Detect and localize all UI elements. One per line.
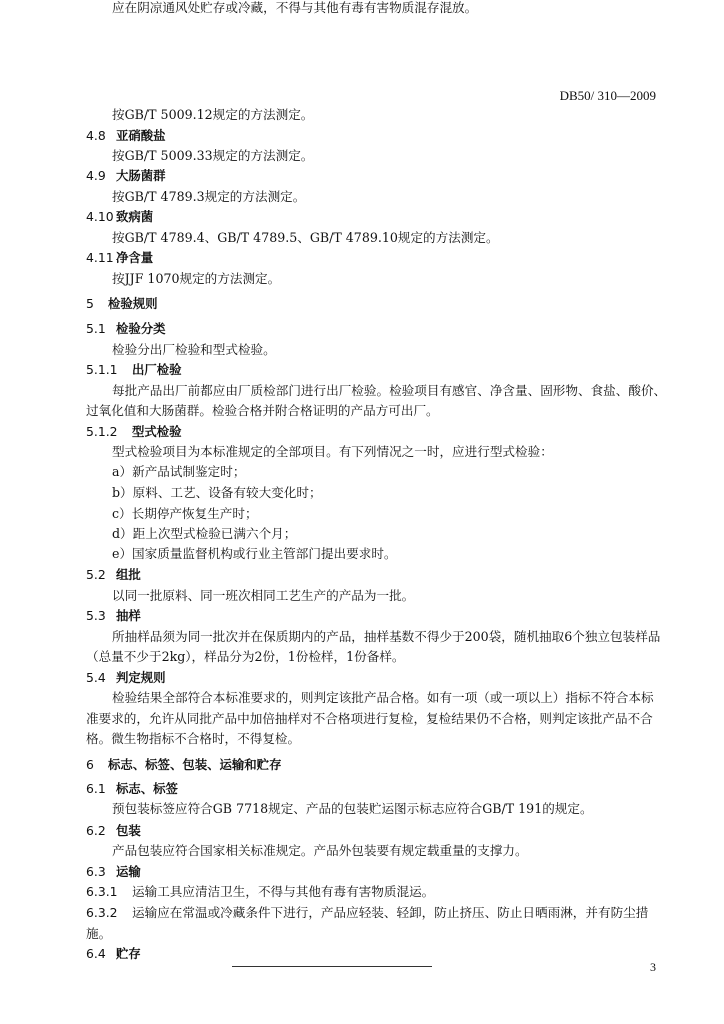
heading-number: 5.2: [86, 567, 106, 582]
heading-number: 6.3: [86, 864, 106, 879]
numbered-clause: [86, 884, 656, 900]
body-text-line: 检验结果全部符合本标准要求的，则判定该批产品合格。如有一项（或一项以上）指标不符合本标: [112, 690, 654, 705]
heading-title: 运输: [116, 864, 141, 879]
section-heading: [86, 864, 656, 880]
heading-title: 大肠菌群: [116, 168, 166, 183]
body-text-line: 检验分出厂检验和型式检验。: [112, 342, 276, 357]
body-text-line: c）长期停产恢复生产时；: [112, 506, 258, 521]
section-heading: [86, 823, 656, 839]
heading-title: 贮存: [116, 946, 141, 961]
heading-number: 6: [86, 757, 94, 772]
chapter-heading: [86, 296, 656, 312]
heading-title: 净含量: [116, 250, 154, 265]
body-text-line: 准要求的，允许从同批产品中加倍抽样对不合格项进行复检，复检结果仍不合格，则判定该批产品不合: [86, 711, 653, 726]
body-text-line: 按GB/T 4789.3规定的方法测定。: [112, 189, 306, 204]
body-text-line: 以同一批原料、同一班次相同工艺生产的产品为一批。: [112, 588, 415, 603]
heading-title: 检验规则: [108, 296, 158, 311]
heading-title: 检验分类: [116, 321, 166, 336]
heading-title: 型式检验: [132, 424, 182, 439]
heading-title: 亚硝酸盐: [116, 128, 166, 143]
heading-title: 出厂检验: [132, 362, 182, 377]
heading-number: 5.1.2: [86, 424, 118, 439]
heading-number: 4.8: [86, 128, 106, 143]
body-text-line: d）距上次型式检验已满六个月；: [112, 526, 297, 541]
body-text-line: 施。: [86, 926, 112, 941]
body-text-line: 应在阴凉通风处贮存或冷藏，不得与其他有毒有害物质混存混放。: [112, 0, 478, 15]
heading-title: 包装: [116, 823, 141, 838]
chapter-heading: [86, 757, 656, 773]
body-text-line: 格。微生物指标不合格时，不得复检。: [86, 731, 301, 746]
section-heading: [86, 670, 656, 686]
section-heading: [86, 321, 656, 337]
heading-number: 5.4: [86, 670, 106, 685]
body-text-line: 预包装标签应符合GB 7718规定、产品的包装贮运图示标志应符合GB/T 191的规定。: [112, 801, 593, 816]
heading-number: 5: [86, 296, 94, 311]
body-text-line: 型式检验项目为本标准规定的全部项目。有下列情况之一时，应进行型式检验：: [112, 444, 553, 459]
document-code-header: DB50/ 310—2009: [559, 88, 656, 103]
page-number: 3: [650, 960, 656, 974]
heading-title: 致病菌: [116, 209, 154, 224]
footer-divider: [232, 966, 432, 967]
clause-number: 6.3.2: [86, 905, 118, 920]
section-heading: [86, 209, 656, 225]
section-heading: [86, 424, 656, 440]
section-heading: [86, 567, 656, 583]
section-heading: [86, 168, 656, 184]
numbered-clause: [86, 905, 656, 921]
heading-title: 判定规则: [116, 670, 166, 685]
body-text-line: 过氧化值和大肠菌群。检验合格并附合格证明的产品方可出厂。: [86, 403, 439, 418]
body-text-line: 按JJF 1070规定的方法测定。: [112, 271, 281, 286]
heading-number: 5.1: [86, 321, 106, 336]
body-text-line: 每批产品出厂前都应由厂质检部门进行出厂检验。检验项目有感官、净含量、固形物、食盐、酸价、: [112, 383, 667, 398]
body-text-line: 按GB/T 4789.4、GB/T 4789.5、GB/T 4789.10规定的方法测定。: [112, 230, 499, 245]
heading-number: 4.10: [86, 209, 114, 224]
body-text-line: a）新产品试制鉴定时；: [112, 464, 246, 479]
section-heading: [86, 362, 656, 378]
clause-number: 6.3.1: [86, 884, 118, 899]
heading-number: 5.1.1: [86, 362, 118, 377]
heading-number: 4.11: [86, 250, 114, 265]
body-text-line: 按GB/T 5009.33规定的方法测定。: [112, 148, 314, 163]
section-heading: [86, 128, 656, 144]
body-text-line: b）原料、工艺、设备有较大变化时；: [112, 485, 322, 500]
heading-title: 标志、标签: [116, 781, 178, 796]
section-heading: [86, 781, 656, 797]
heading-title: 组批: [116, 567, 141, 582]
heading-number: 6.2: [86, 823, 106, 838]
section-heading: [86, 946, 656, 962]
body-text-line: e）国家质量监督机构或行业主管部门提出要求时。: [112, 546, 397, 561]
body-text-line: 按GB/T 5009.12规定的方法测定。: [112, 107, 314, 122]
body-text-line: 产品包装应符合国家相关标准规定。产品外包装要有规定载重量的支撑力。: [112, 843, 528, 858]
clause-text: 运输工具应清洁卫生，不得与其他有毒有害物质混运。: [132, 884, 435, 899]
heading-title: 标志、标签、包装、运输和贮存: [108, 757, 282, 772]
heading-number: 6.1: [86, 781, 106, 796]
heading-number: 5.3: [86, 608, 106, 623]
body-text-line: （总量不少于2kg），样品分为2份，1份检样，1份备样。: [86, 649, 405, 664]
body-text-line: 所抽样品须为同一批次并在保质期内的产品，抽样基数不得少于200袋，随机抽取6个独立包装样品: [112, 629, 661, 644]
heading-number: 4.9: [86, 168, 106, 183]
heading-number: 6.4: [86, 946, 106, 961]
section-heading: [86, 608, 656, 624]
heading-title: 抽样: [116, 608, 141, 623]
clause-text: 运输应在常温或冷藏条件下进行，产品应轻装、轻卸，防止挤压、防止日晒雨淋，并有防尘措: [132, 905, 649, 920]
section-heading: [86, 250, 656, 266]
